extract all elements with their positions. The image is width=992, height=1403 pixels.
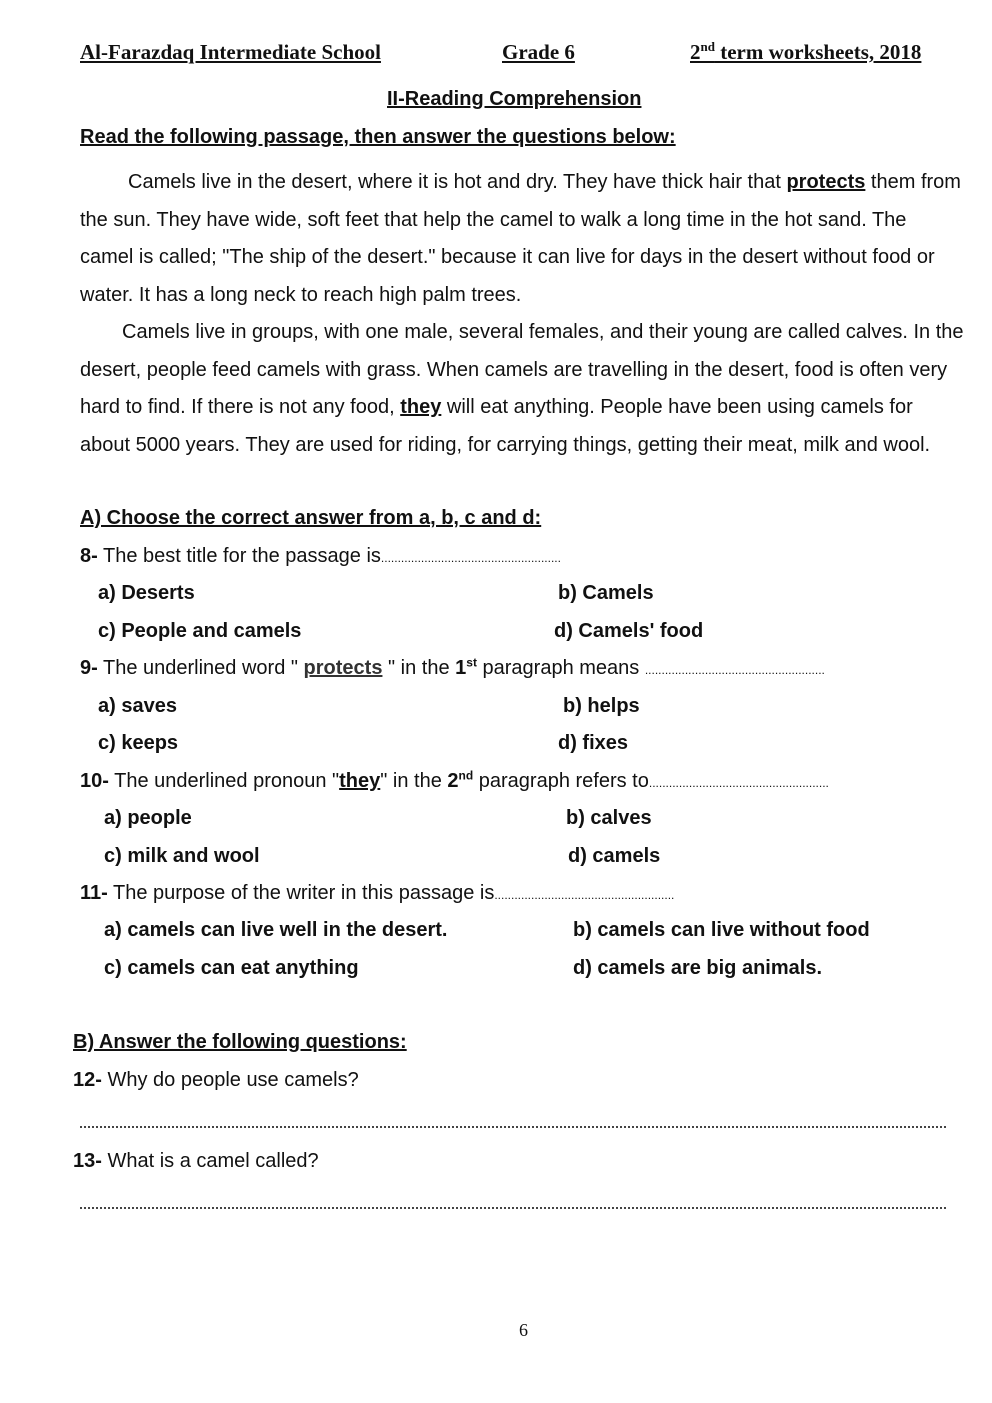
q10-option-c: c) milk and wool — [104, 845, 260, 867]
section-b-heading: B) Answer the following questions: — [73, 1031, 407, 1053]
q11-option-c: c) camels can eat anything — [104, 957, 359, 979]
q9-option-d: d) fixes — [558, 732, 629, 754]
q8-option-a: a) Deserts — [98, 582, 195, 604]
question-11: 11- The purpose of the writer in this passage is...................................................... — [80, 882, 675, 904]
q11-option-b: b) camels can live without food — [573, 919, 870, 941]
section-a-heading: A) Choose the correct answer from a, b, c and d: — [80, 507, 542, 529]
q11-option-d: d) camels are big animals. — [573, 957, 822, 979]
q8-option-d: d) Camels' food — [554, 620, 704, 642]
page-number: 6 — [519, 1320, 528, 1340]
word-protects: protects — [786, 171, 866, 193]
q9-option-c: c) keeps — [98, 732, 179, 754]
answer-line-13[interactable] — [80, 1207, 946, 1209]
q10-option-d: d) camels — [568, 845, 661, 867]
word-they: they — [400, 396, 442, 418]
passage-paragraph-1: Camels live in the desert, where it is hot and dry. They have thick hair that protects them from the sun. They have wide, soft feet that help the camel to walk a long time in the hot sand. The camel is called; "The ship of the desert." because it can live for days in the desert without food or water. It has a long neck to reach high palm trees. — [80, 171, 961, 306]
question-13: 13- What is a camel called? — [73, 1150, 319, 1172]
q9-option-a: a) saves — [98, 695, 177, 717]
school-name: Al-Farazdaq Intermediate School — [80, 40, 381, 64]
instruction: Read the following passage, then answer the questions below: — [80, 126, 676, 148]
question-10: 10- The underlined pronoun "they" in the 2nd paragraph refers to...................................................... — [80, 768, 829, 792]
q9-option-b: b) helps — [563, 695, 640, 717]
grade-label: Grade 6 — [502, 40, 575, 64]
answer-line-12[interactable] — [80, 1126, 946, 1128]
question-8: 8- The best title for the passage is...................................................... — [80, 545, 561, 567]
q8-option-c: c) People and camels — [98, 620, 302, 642]
q11-option-a: a) camels can live well in the desert. — [104, 919, 448, 941]
q8-option-b: b) Camels — [558, 582, 654, 604]
section-title: II-Reading Comprehension — [387, 88, 642, 110]
q10-option-b: b) calves — [566, 807, 652, 829]
question-12: 12- Why do people use camels? — [73, 1069, 359, 1091]
question-9: 9- The underlined word " protects " in the 1st paragraph means ...................................................... — [80, 655, 825, 679]
passage — [80, 164, 965, 464]
q10-option-a: a) people — [104, 807, 192, 829]
term-label: 2nd term worksheets, 2018 — [690, 39, 922, 64]
passage-paragraph-2: Camels live in groups, with one male, several females, and their young are called calves. In the desert, people feed camels with grass. When camels are travelling in the desert, food is often very hard to find. If there is not any food, they will eat anything. People have been using camels for about 5000 years. They are used for riding, for carrying things, getting their meat, milk and wool. — [80, 321, 964, 456]
